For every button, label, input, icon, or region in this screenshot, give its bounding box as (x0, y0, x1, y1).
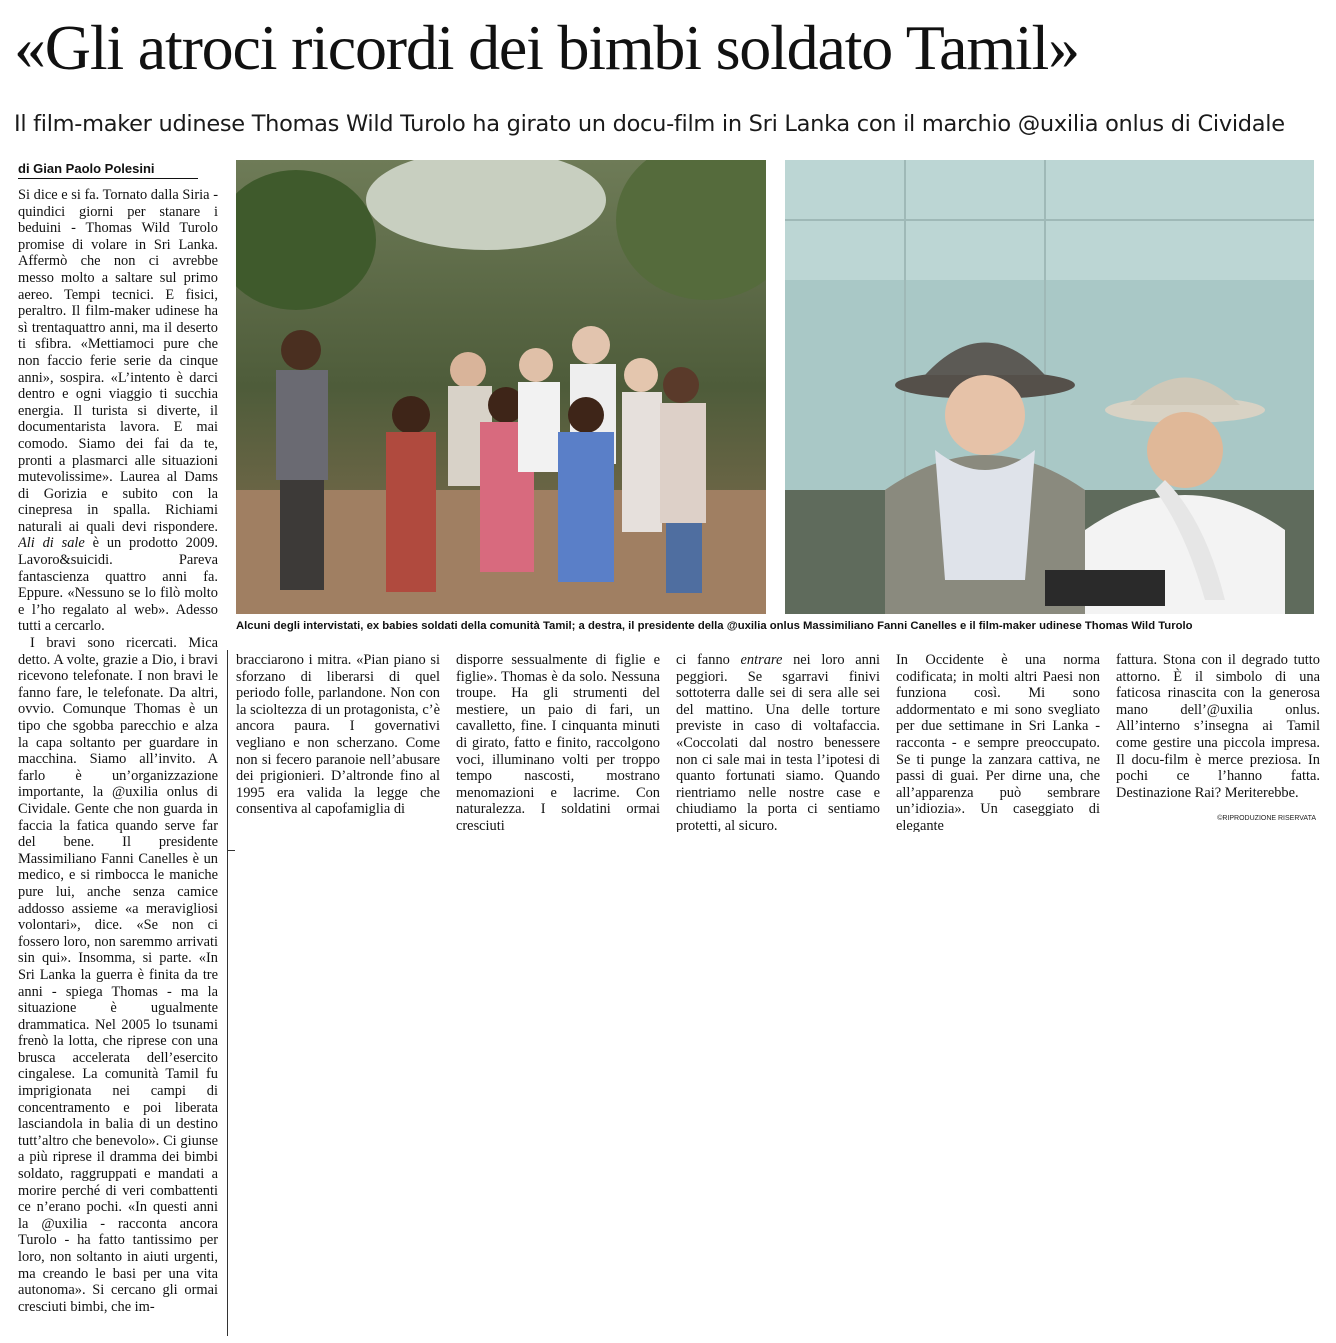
article-column-1 (236, 652, 440, 832)
photo-caption: Alcuni degli intervistati, ex babies soldati della comunità Tamil; a destra, il presidente della @uxilia onlus Massimiliano Fanni Canelles e il film-maker udinese Thomas Wild Turolo (236, 620, 1193, 632)
copyright-notice: ©RIPRODUZIONE RISERVATA (1217, 815, 1316, 822)
photo-group-interviewees (236, 160, 766, 614)
article-column-5 (1116, 652, 1320, 812)
article-column-3 (676, 652, 880, 832)
paragraph: bracciarono i mitra. «Pian piano si sforzano di liberarsi di quel periodo folle, parlandone. Non con la scioltezza di un protagonista, c’è ancora paura. I governativi vegliano e non scherzano. Come non si fecero paranoie nell’abusare dei prigionieri. D’altronde fino al 1995 era valida la legge che consentiva al capofamiglia di (236, 652, 440, 818)
article-column-narrow (18, 187, 218, 1337)
text-run: ci fanno (676, 652, 730, 668)
group-photo-illustration (236, 160, 766, 614)
text-run: Si dice e si fa. Tornato dalla Siria - quindici giorni per stanare i beduini - Thomas Wild Turolo promise di volare in Sri Lanka. Affermò che non ci avrebbe messo molto a saltare sul primo aereo. Tempi tecnici. E fisici, peraltro. Il film-maker udinese ha sì trentaquattro anni, ma il deserto ti sfibra. «Mettiamoci pure che non faccio ferie serie da cinque anni», sospira. «L’intento è darci dentro e ogni viaggio ti succhia energia. Il turista si diverte, il documentarista lavora. E mai comodo. Siamo dei fai da te, pronti a plasmarci alle situazioni mutevolissime». Laurea al Dams di Gorizia e subito con la cinepresa in spalla. Richiami naturali ai quali devi rispondere. (18, 187, 218, 535)
subheadline: Il film-maker udinese Thomas Wild Turolo ha girato un docu-film in Sri Lanka con il marchio @uxilia onlus di Cividale (14, 111, 1285, 137)
portrait-photo-illustration (785, 160, 1314, 614)
photo-president-and-filmmaker (785, 160, 1314, 614)
article-column-4 (896, 652, 1100, 832)
paragraph: fattura. Stona con il degrado tutto attorno. È il simbolo di una faticosa rinascita con la generosa mano dell’@uxilia onlus. All’interno s’insegna ai Tamil come gestire una piccola impresa. Il docu-film è merce preziosa. In pochi ce l’hanno fatta. Destinazione Rai? Meriterebbe. (1116, 652, 1320, 801)
text-run: nei loro anni peggiori. Se sgarravi finivi sottoterra dalle sei di sera alle sei del mattino. Una delle torture previste in caso di voltafaccia. «Coccolati dal nostro benessere non ci sale mai in testa l’ipotesi di quanto fortunati siamo. Quando rientriamo nelle nostre case e chiudiamo la porta ci sentiamo protetti, al sicuro. (676, 652, 880, 832)
emphasis-italic: entrare (740, 652, 783, 668)
column-divider (227, 650, 228, 1336)
paragraph (676, 652, 880, 832)
article-column-2 (456, 652, 660, 832)
paragraph: In Occidente è una norma codificata; in molti altri Paesi non funziona così. Mi sono addormentato e mi sono svegliato per due settimane in Sri Lanka - racconta - e sempre preoccupato. Se ti punge la zanzara cattiva, ne passi di guai. Per dirne una, che all’apparenza può sembrare un’idiozia». Un caseggiato di elegante (896, 652, 1100, 832)
headline: «Gli atroci ricordi dei bimbi soldato Tamil» (14, 12, 1079, 83)
paragraph: I bravi sono ricercati. Mica detto. A volte, grazie a Dio, i bravi ricevono telefonate. I non bravi le fanno fare, le telefonate. Da altri, ovvio. Comunque Thomas è un tipo che sgobba parecchio e alza la capa soltanto per guardare in macchina. Siamo all’invito. A farlo è un’organizzazione importante, la @uxilia onlus di Cividale. Gente che non guarda in faccia la fatica quando serve far del bene. Il presidente Massimiliano Fanni Canelles è un medico, e si rimbocca le maniche pure lui, anche senza camice addosso assieme «a meravigliosi volontari», dice. «Se non ci fossero loro, non saremmo arrivati sin qui». Insomma, si parte. «In Sri Lanka la guerra è finita da tre anni - spiega Thomas - ma la situazione è ugualmente drammatica. Nel 2005 lo tsunami frenò la lotta, che riprese con una brusca accelerata dell’esercito cingalese. La comunità Tamil fu imprigionata nei campi di concentramento e poi liberata lasciandola in balia di un destino tutt’altro che benevolo». Ci giunse a più riprese il dramma dei bimbi soldato, raggruppati e mandati a morire perché di veri combattenti ce n’erano pochi. «In questi anni la @uxilia - racconta ancora Turolo - ha fatto tantissimo per loro, non soltanto in aiuti urgenti, ma creando le basi per una vita autonoma». Si cercano gli ormai cresciuti bimbi, che im- (18, 635, 218, 1315)
paragraph (18, 187, 218, 635)
text-run: è un prodotto 2009. Lavoro&suicidi. Pareva fantascienza quattro anni fa. Eppure. «Nessuno se lo filò molto e l’ho regalato al web». Adesso tutti a cercarlo. (18, 535, 218, 635)
paragraph: disporre sessualmente di figlie e figlie». Thomas è da solo. Nessuna troupe. Ha gli strumenti del mestiere, un paio di fari, un cavalletto, fine. I cinquanta minuti di girato, fatto e finito, raccolgono voci, illuminano volti per troppo tempo nascosti, mostrano menomazioni e lacrime. Con naturalezza. I soldatini ormai cresciuti (456, 652, 660, 832)
byline: di Gian Paolo Polesini (18, 160, 198, 179)
column-divider-tick (227, 850, 235, 851)
title-italic: Ali di sale (18, 535, 85, 552)
